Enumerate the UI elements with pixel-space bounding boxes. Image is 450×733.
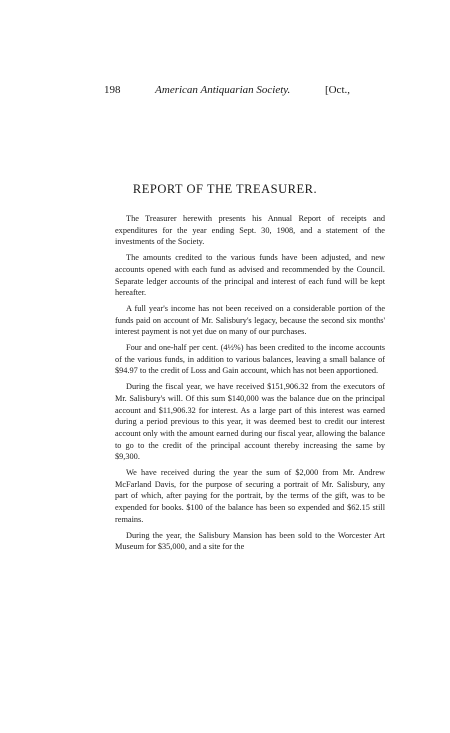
report-body bbox=[115, 213, 385, 557]
running-date: [Oct., bbox=[324, 84, 350, 96]
report-title: REPORT OF THE TREASURER. bbox=[132, 182, 318, 196]
running-header bbox=[104, 84, 350, 96]
paragraph: A full year's income has not been received on a considerable portion of the funds paid on account of Mr. Salisbury's legacy, because the second six months' interest payment is not yet due on many of our purchases. bbox=[115, 303, 385, 337]
page-number: 198 bbox=[104, 84, 121, 96]
paragraph: The Treasurer herewith presents his Annual Report of receipts and expenditures for the year ending Sept. 30, 1908, and a statement of the investments of the Society. bbox=[115, 214, 385, 247]
paragraph: Four and one-half per cent. (4½%) has been credited to the income accounts of the various funds, in addition to various balances, leaving a small balance of $94.97 to the credit of Loss and Gain account, which has not been apportioned. bbox=[115, 343, 385, 376]
paragraph: During the fiscal year, we have received $151,906.32 from the executors of Mr. Salisbury's will. Of this sum $140,000 was the balance due on the principal account and $11,906.32 for interest. As a large part of this interest was earned during a period previous to this year, it was deemed best to credit our interest account only with the amount earned during our fiscal year, allowing the balance to go to the credit of the principal account thereby increasing the same by $9,300. bbox=[115, 382, 385, 462]
paragraph: We have received during the year the sum of $2,000 from Mr. Andrew McFarland Davis, for the purpose of securing a portrait of Mr. Salisbury, any part of which, after paying for the portrait, by the terms of the gift, was to be expended for books. $100 of the balance has been so expended and $62.15 still remains. bbox=[115, 468, 385, 524]
paragraph: During the year, the Salisbury Mansion has been sold to the Worcester Art Museum for $35,000, and a site for the bbox=[115, 530, 385, 552]
running-title: American Antiquarian Society. bbox=[155, 84, 291, 96]
paragraph: The amounts credited to the various funds have been adjusted, and new accounts opened with each fund as advised and recommended by the Council. Separate ledger accounts of the principal and interest of each fund will be kept hereafter. bbox=[115, 253, 385, 298]
